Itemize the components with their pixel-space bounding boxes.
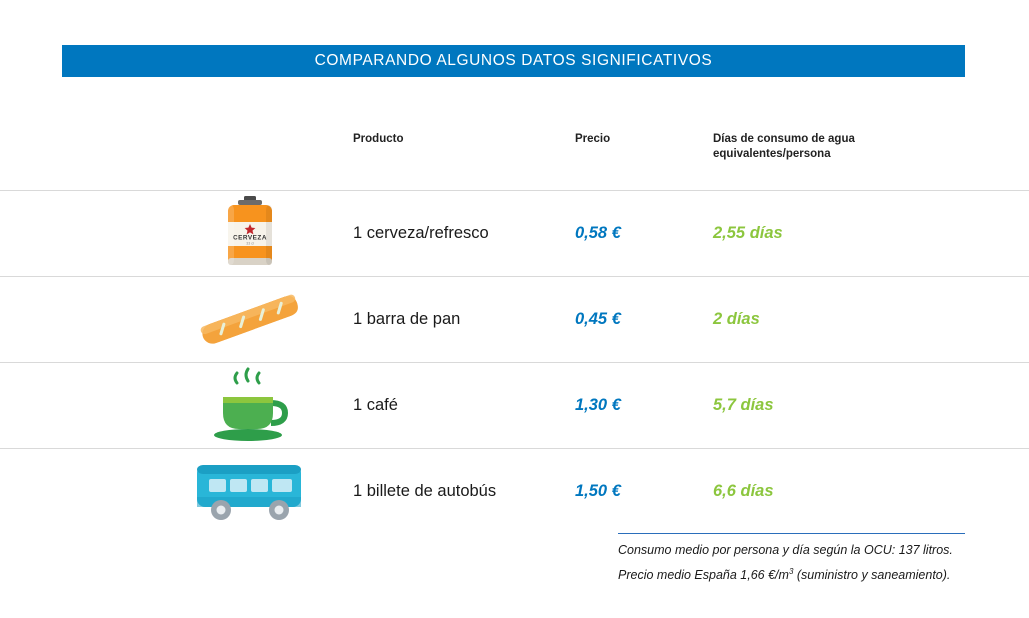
footnote-line-2 xyxy=(618,561,988,586)
svg-text:CERVEZA: CERVEZA xyxy=(233,234,267,241)
days-value: 2 días xyxy=(713,310,760,328)
header-banner xyxy=(62,45,965,77)
footnote-divider xyxy=(618,533,965,534)
product-label: 1 café xyxy=(353,396,398,414)
footnote-superscript: 3 xyxy=(788,567,794,576)
column-header-dias: Días de consumo de agua equivalentes/persona xyxy=(713,133,855,160)
column-header-precio: Precio xyxy=(575,133,611,145)
product-label: 1 barra de pan xyxy=(353,310,461,328)
days-value: 5,7 días xyxy=(713,396,774,414)
svg-text:33 cl: 33 cl xyxy=(246,241,254,245)
table-row xyxy=(0,362,1029,448)
table-row xyxy=(0,190,1029,276)
footnote-line-2-a: Precio medio España 1,66 €/m xyxy=(618,568,789,583)
beer-can-icon xyxy=(180,191,320,276)
days-value: 2,55 días xyxy=(713,224,783,242)
footnote-line-2-b: (suministro y saneamiento). xyxy=(793,568,951,583)
product-label: 1 billete de autobús xyxy=(353,482,497,500)
column-headers xyxy=(0,128,1029,168)
footnote xyxy=(618,540,988,586)
table-row xyxy=(0,448,1029,534)
days-value: 6,6 días xyxy=(713,482,774,500)
price-value: 0,45 € xyxy=(575,310,621,328)
price-value: 1,30 € xyxy=(575,396,621,414)
footnote-line-1: Consumo medio por persona y día según la OCU: 137 litros. xyxy=(618,543,953,557)
product-label: 1 cerveza/refresco xyxy=(353,224,489,242)
comparison-table xyxy=(0,190,1029,534)
table-row xyxy=(0,276,1029,362)
column-header-producto: Producto xyxy=(353,133,404,145)
page-title: COMPARANDO ALGUNOS DATOS SIGNIFICATIVOS xyxy=(314,52,713,69)
coffee-cup-icon xyxy=(180,363,320,448)
price-value: 1,50 € xyxy=(575,482,621,500)
bus-icon xyxy=(180,449,320,534)
baguette-icon xyxy=(180,277,320,362)
price-value: 0,58 € xyxy=(575,224,621,242)
